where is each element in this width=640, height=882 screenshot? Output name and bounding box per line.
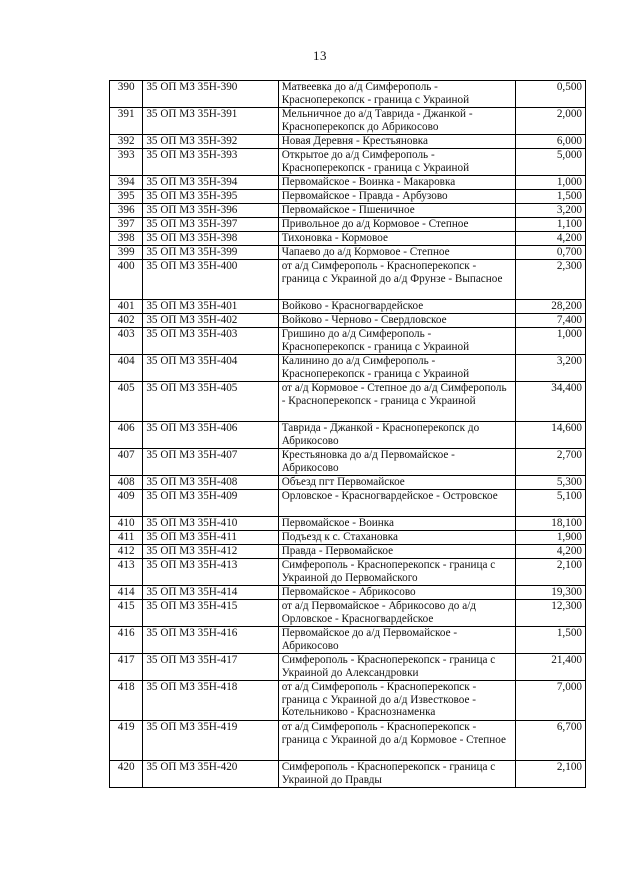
road-name-cell: Первомайское - Воинка - Макаровка bbox=[278, 176, 515, 190]
road-name-cell: Правда - Первомайское bbox=[278, 545, 515, 559]
table-row bbox=[110, 300, 586, 314]
road-length-cell: 1,000 bbox=[516, 176, 586, 190]
road-name-cell: Таврида - Джанкой - Красноперекопск до Абрикосово bbox=[278, 422, 515, 449]
table-row bbox=[110, 545, 586, 559]
road-length-cell: 14,600 bbox=[516, 422, 586, 449]
roads-table bbox=[109, 80, 586, 788]
table-row bbox=[110, 721, 586, 761]
road-name-cell: Гришино до а/д Симферополь - Красноперекопск - граница с Украиной bbox=[278, 328, 515, 355]
row-number-cell: 396 bbox=[110, 204, 143, 218]
row-number-cell: 397 bbox=[110, 218, 143, 232]
table-row bbox=[110, 627, 586, 654]
road-length-cell: 1,100 bbox=[516, 218, 586, 232]
row-number-cell: 420 bbox=[110, 761, 143, 788]
road-code-cell: 35 ОП МЗ 35Н-415 bbox=[143, 600, 278, 627]
road-length-cell: 3,200 bbox=[516, 204, 586, 218]
road-code-cell: 35 ОП МЗ 35Н-402 bbox=[143, 314, 278, 328]
road-name-cell: Мельничное до а/д Таврида - Джанкой - Красноперекопск до Абрикосово bbox=[278, 108, 515, 135]
road-name-cell: Крестьяновка до а/д Первомайское - Абрикосово bbox=[278, 449, 515, 476]
road-name-cell: Привольное до а/д Кормовое - Степное bbox=[278, 218, 515, 232]
road-code-cell: 35 ОП МЗ 35Н-407 bbox=[143, 449, 278, 476]
road-code-cell: 35 ОП МЗ 35Н-404 bbox=[143, 355, 278, 382]
road-code-cell: 35 ОП МЗ 35Н-417 bbox=[143, 654, 278, 681]
table-row bbox=[110, 559, 586, 586]
road-name-cell: Первомайское - Пшеничное bbox=[278, 204, 515, 218]
road-name-cell: Войково - Черново - Свердловское bbox=[278, 314, 515, 328]
table-row bbox=[110, 328, 586, 355]
row-number-cell: 404 bbox=[110, 355, 143, 382]
road-length-cell: 2,300 bbox=[516, 260, 586, 300]
table-row bbox=[110, 531, 586, 545]
table-row bbox=[110, 681, 586, 721]
road-code-cell: 35 ОП МЗ 35Н-399 bbox=[143, 246, 278, 260]
row-number-cell: 398 bbox=[110, 232, 143, 246]
road-name-cell: от а/д Кормовое - Степное до а/д Симферополь - Красноперекопск - граница с Украиной bbox=[278, 382, 515, 422]
row-number-cell: 390 bbox=[110, 81, 143, 108]
road-length-cell: 5,300 bbox=[516, 476, 586, 490]
road-name-cell: Новая Деревня - Крестьяновка bbox=[278, 135, 515, 149]
road-name-cell: от а/д Симферополь - Красноперекопск - граница с Украиной до а/д Кормовое - Степное bbox=[278, 721, 515, 761]
road-name-cell: от а/д Первомайское - Абрикосово до а/д Орловское - Красногвардейское bbox=[278, 600, 515, 627]
road-name-cell: Первомайское - Правда - Арбузово bbox=[278, 190, 515, 204]
road-name-cell: Подъезд к с. Стахановка bbox=[278, 531, 515, 545]
road-name-cell: Объезд пгт Первомайское bbox=[278, 476, 515, 490]
road-name-cell: от а/д Симферополь - Красноперекопск - граница с Украиной до а/д Известковое - Котельниково - Краснознаменка bbox=[278, 681, 515, 721]
road-code-cell: 35 ОП МЗ 35Н-409 bbox=[143, 490, 278, 517]
road-name-cell: Симферополь - Красноперекопск - граница с Украиной до Правды bbox=[278, 761, 515, 788]
road-code-cell: 35 ОП МЗ 35Н-410 bbox=[143, 517, 278, 531]
road-code-cell: 35 ОП МЗ 35Н-413 bbox=[143, 559, 278, 586]
page-number: 13 bbox=[313, 48, 327, 63]
road-length-cell: 5,000 bbox=[516, 149, 586, 176]
road-name-cell: Войково - Красногвардейское bbox=[278, 300, 515, 314]
table-row bbox=[110, 382, 586, 422]
road-length-cell: 7,000 bbox=[516, 681, 586, 721]
road-length-cell: 1,500 bbox=[516, 627, 586, 654]
row-number-cell: 391 bbox=[110, 108, 143, 135]
road-code-cell: 35 ОП МЗ 35Н-419 bbox=[143, 721, 278, 761]
table-row bbox=[110, 190, 586, 204]
road-name-cell: Первомайское - Воинка bbox=[278, 517, 515, 531]
road-code-cell: 35 ОП МЗ 35Н-390 bbox=[143, 81, 278, 108]
road-code-cell: 35 ОП МЗ 35Н-412 bbox=[143, 545, 278, 559]
row-number-cell: 416 bbox=[110, 627, 143, 654]
road-length-cell: 18,100 bbox=[516, 517, 586, 531]
road-name-cell: Первомайское - Абрикосово bbox=[278, 586, 515, 600]
road-name-cell: Матвеевка до а/д Симферополь - Красноперекопск - граница с Украиной bbox=[278, 81, 515, 108]
table-row bbox=[110, 517, 586, 531]
table-row bbox=[110, 246, 586, 260]
road-length-cell: 2,100 bbox=[516, 761, 586, 788]
row-number-cell: 408 bbox=[110, 476, 143, 490]
road-code-cell: 35 ОП МЗ 35Н-401 bbox=[143, 300, 278, 314]
road-length-cell: 3,200 bbox=[516, 355, 586, 382]
road-name-cell: Первомайское до а/д Первомайское - Абрикосово bbox=[278, 627, 515, 654]
row-number-cell: 413 bbox=[110, 559, 143, 586]
road-code-cell: 35 ОП МЗ 35Н-397 bbox=[143, 218, 278, 232]
table-row bbox=[110, 218, 586, 232]
row-number-cell: 412 bbox=[110, 545, 143, 559]
road-code-cell: 35 ОП МЗ 35Н-391 bbox=[143, 108, 278, 135]
table-row bbox=[110, 81, 586, 108]
table-row bbox=[110, 108, 586, 135]
road-length-cell: 19,300 bbox=[516, 586, 586, 600]
row-number-cell: 418 bbox=[110, 681, 143, 721]
table-row bbox=[110, 600, 586, 627]
road-code-cell: 35 ОП МЗ 35Н-403 bbox=[143, 328, 278, 355]
row-number-cell: 394 bbox=[110, 176, 143, 190]
row-number-cell: 400 bbox=[110, 260, 143, 300]
row-number-cell: 411 bbox=[110, 531, 143, 545]
table-row bbox=[110, 654, 586, 681]
road-length-cell: 1,500 bbox=[516, 190, 586, 204]
row-number-cell: 405 bbox=[110, 382, 143, 422]
road-code-cell: 35 ОП МЗ 35Н-392 bbox=[143, 135, 278, 149]
row-number-cell: 402 bbox=[110, 314, 143, 328]
row-number-cell: 392 bbox=[110, 135, 143, 149]
road-length-cell: 1,900 bbox=[516, 531, 586, 545]
road-name-cell: от а/д Симферополь - Красноперекопск - граница с Украиной до а/д Фрунзе - Выпасное bbox=[278, 260, 515, 300]
table-row bbox=[110, 232, 586, 246]
road-length-cell: 0,500 bbox=[516, 81, 586, 108]
road-code-cell: 35 ОП МЗ 35Н-405 bbox=[143, 382, 278, 422]
row-number-cell: 409 bbox=[110, 490, 143, 517]
table-row bbox=[110, 314, 586, 328]
road-length-cell: 4,200 bbox=[516, 232, 586, 246]
road-length-cell: 2,700 bbox=[516, 449, 586, 476]
row-number-cell: 407 bbox=[110, 449, 143, 476]
road-code-cell: 35 ОП МЗ 35Н-420 bbox=[143, 761, 278, 788]
row-number-cell: 395 bbox=[110, 190, 143, 204]
road-length-cell: 6,000 bbox=[516, 135, 586, 149]
road-code-cell: 35 ОП МЗ 35Н-411 bbox=[143, 531, 278, 545]
road-code-cell: 35 ОП МЗ 35Н-406 bbox=[143, 422, 278, 449]
road-name-cell: Симферополь - Красноперекопск - граница с Украиной до Первомайского bbox=[278, 559, 515, 586]
road-code-cell: 35 ОП МЗ 35Н-394 bbox=[143, 176, 278, 190]
road-code-cell: 35 ОП МЗ 35Н-408 bbox=[143, 476, 278, 490]
road-length-cell: 6,700 bbox=[516, 721, 586, 761]
road-name-cell: Чапаево до а/д Кормовое - Степное bbox=[278, 246, 515, 260]
road-length-cell: 2,000 bbox=[516, 108, 586, 135]
road-code-cell: 35 ОП МЗ 35Н-416 bbox=[143, 627, 278, 654]
road-code-cell: 35 ОП МЗ 35Н-400 bbox=[143, 260, 278, 300]
road-code-cell: 35 ОП МЗ 35Н-395 bbox=[143, 190, 278, 204]
row-number-cell: 401 bbox=[110, 300, 143, 314]
row-number-cell: 417 bbox=[110, 654, 143, 681]
table-row bbox=[110, 176, 586, 190]
road-name-cell: Открытое до а/д Симферополь - Красноперекопск - граница с Украиной bbox=[278, 149, 515, 176]
road-length-cell: 28,200 bbox=[516, 300, 586, 314]
row-number-cell: 415 bbox=[110, 600, 143, 627]
table-row bbox=[110, 204, 586, 218]
road-length-cell: 4,200 bbox=[516, 545, 586, 559]
table-row bbox=[110, 761, 586, 788]
row-number-cell: 410 bbox=[110, 517, 143, 531]
row-number-cell: 403 bbox=[110, 328, 143, 355]
row-number-cell: 399 bbox=[110, 246, 143, 260]
road-length-cell: 0,700 bbox=[516, 246, 586, 260]
table-row bbox=[110, 135, 586, 149]
table-row bbox=[110, 260, 586, 300]
road-length-cell: 34,400 bbox=[516, 382, 586, 422]
road-length-cell: 21,400 bbox=[516, 654, 586, 681]
road-name-cell: Калинино до а/д Симферополь - Красноперекопск - граница с Украиной bbox=[278, 355, 515, 382]
road-name-cell: Тихоновка - Кормовое bbox=[278, 232, 515, 246]
table-row bbox=[110, 490, 586, 517]
table-row bbox=[110, 449, 586, 476]
road-code-cell: 35 ОП МЗ 35Н-398 bbox=[143, 232, 278, 246]
table-row bbox=[110, 586, 586, 600]
road-name-cell: Симферополь - Красноперекопск - граница с Украиной до Александровки bbox=[278, 654, 515, 681]
roads-table-body bbox=[110, 81, 586, 788]
road-length-cell: 1,000 bbox=[516, 328, 586, 355]
table-row bbox=[110, 422, 586, 449]
row-number-cell: 406 bbox=[110, 422, 143, 449]
road-name-cell: Орловское - Красногвардейское - Островское bbox=[278, 490, 515, 517]
road-code-cell: 35 ОП МЗ 35Н-418 bbox=[143, 681, 278, 721]
row-number-cell: 414 bbox=[110, 586, 143, 600]
road-code-cell: 35 ОП МЗ 35Н-393 bbox=[143, 149, 278, 176]
road-length-cell: 2,100 bbox=[516, 559, 586, 586]
table-row bbox=[110, 149, 586, 176]
road-length-cell: 5,100 bbox=[516, 490, 586, 517]
road-code-cell: 35 ОП МЗ 35Н-396 bbox=[143, 204, 278, 218]
road-code-cell: 35 ОП МЗ 35Н-414 bbox=[143, 586, 278, 600]
table-row bbox=[110, 355, 586, 382]
row-number-cell: 393 bbox=[110, 149, 143, 176]
road-length-cell: 12,300 bbox=[516, 600, 586, 627]
row-number-cell: 419 bbox=[110, 721, 143, 761]
road-length-cell: 7,400 bbox=[516, 314, 586, 328]
table-row bbox=[110, 476, 586, 490]
